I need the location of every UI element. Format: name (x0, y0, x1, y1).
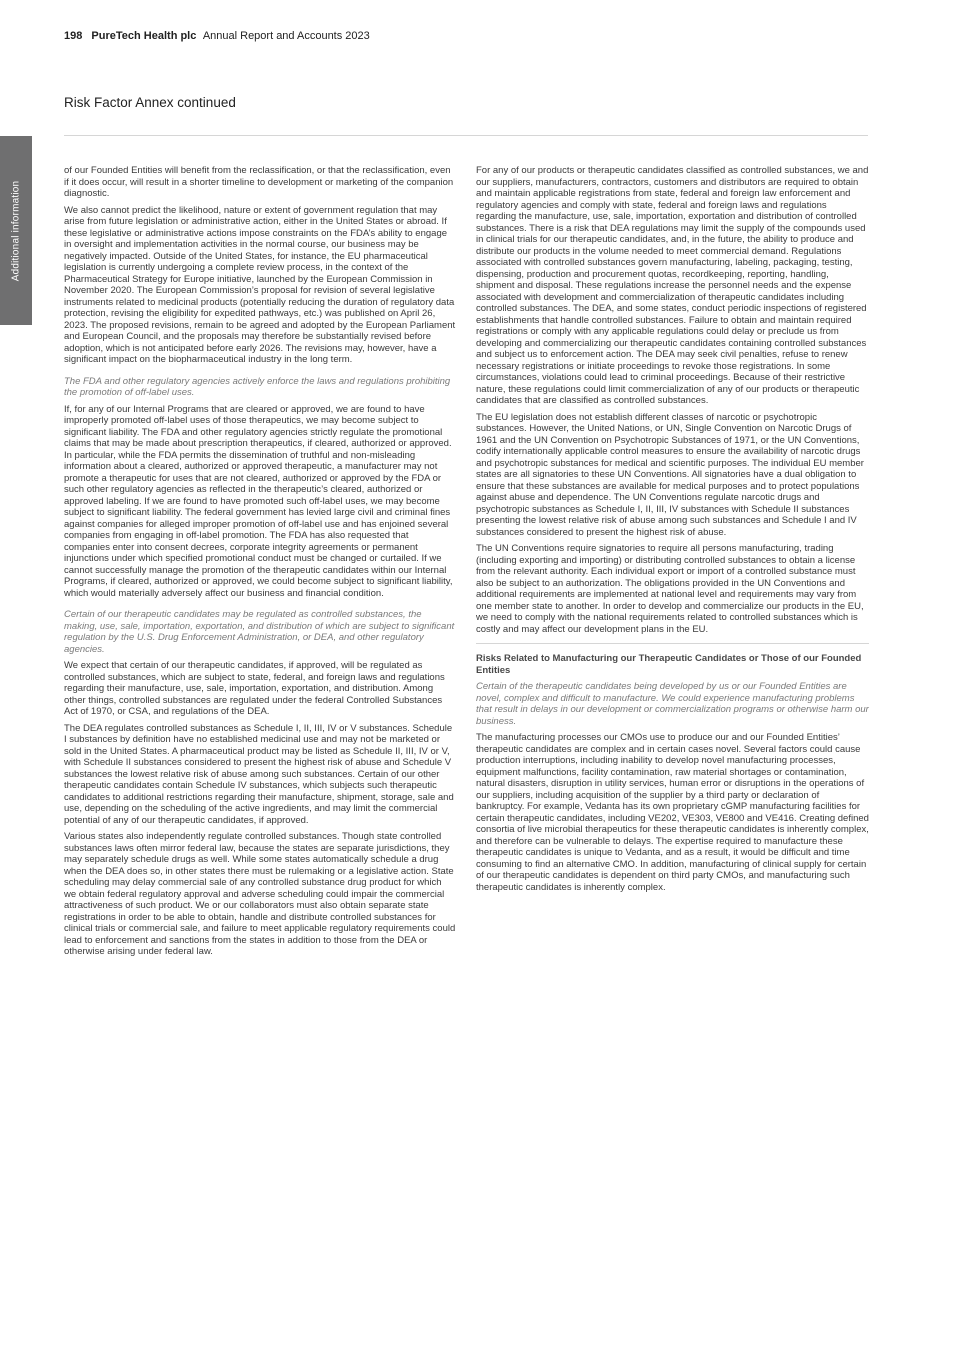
paragraph: For any of our products or therapeutic candidates classified as controlled substances, we and our suppliers, manufacturers, contractors, customers and distributors are required to obtain and maintain applicable registrations from state, federal and foreign law enforcement and regulatory agencies and comply with state, federal and foreign laws and regulations regarding the manufacture, use, sale, importation, exportation and distribution of controlled substances. There is a risk that DEA regulations may limit the supply of the compounds used in clinical trials for our therapeutic candidates, and, in the future, the ability to produce and distribute our products in the volume needed to meet commercial demand. Regulations associated with controlled substances govern manufacturing, labeling, packaging, testing, dispensing, production and procurement quotas, recordkeeping, reporting, handling, shipment and disposal. These regulations increase the personnel needs and the expense associated with development and commercialization of therapeutic candidates including controlled substances. The DEA, and some states, conduct periodic inspections of registered establishments that handle controlled substances. Failure to obtain and maintain required registrations or comply with any applicable regulations could delay or preclude us from developing and commercializing our therapeutic candidates containing controlled substances and subject us to enforcement action. The DEA may seek civil penalties, refuse to renew necessary registrations or initiate proceedings to revoke those registrations. In some circumstances, violations could lead to criminal proceedings. Because of their restrictive nature, these regulations could limit commercialization of any of our products or therapeutic candidates that are classified as controlled substances. (476, 165, 869, 406)
paragraph: If, for any of our Internal Programs that are cleared or approved, we are found to have improperly promoted off-label uses of those therapeutics, we may become subject to significant liability. The FDA and other regulatory agencies strictly regulate the promotional claims that may be made about prescription therapeutics, if cleared, authorized or approved. In particular, while the FDA permits the dissemination of truthful and non-misleading information about a cleared, authorized or approved therapeutic, a manufacturer may not promote a therapeutic for uses that are not cleared, authorized or approved by the FDA or such other regulatory agencies as reflected in the therapeutic’s cleared, authorized or approved labeling. If we are found to have promoted such off-label uses, we may become subject to significant liability. The federal government has levied large civil and criminal fines against companies for alleged improper promotion of off-label use and has enjoined several companies from engaging in off-label promotion. The FDA has also requested that companies enter into consent decrees, corporate integrity agreements or permanent injunctions under which specified promotional conduct must be changed or curtailed. If we cannot successfully manage the promotion of the therapeutic candidates within our Internal Programs, if cleared, authorized or approved, we could become subject to significant liability, which would materially adversely affect our business and financial condition. (64, 403, 453, 599)
header-divider (64, 135, 868, 136)
paragraph: We expect that certain of our therapeutic candidates, if approved, will be regulated as controlled substances, which are subject to state, federal, and foreign laws and regulations regarding their manufacture, use, sale, importation, exportation, and distribution. Among other things, controlled substances are regulated under the federal Controlled Substances Act of 1970, or CSA, and regulations of the DEA. (64, 660, 445, 717)
side-tab-label: Additional information (10, 180, 22, 281)
document-title: Annual Report and Accounts 2023 (202, 30, 370, 42)
side-tab (0, 136, 32, 325)
paragraph: of our Founded Entities will benefit from the reclassification, or that the reclassification, even if it does occur, will result in a shorter timeline to development or marketing of the companion diagnostic. (64, 165, 454, 199)
paragraph: The UN Conventions require signatories to require all persons manufacturing, trading (including exporting and importing) or distributing controlled substances to obtain a license from the relevant authority. Each individual export or import of a controlled substance must also be subject to an authorization. The obligations provided in the UN Conventions and additional requirements are implemented at national level and requirements may vary from one member state to another. In order to develop and commercialize our products in the EU, we need to comply with the national requirements related to controlled substances which is costly and may affect our development plans in the EU. (476, 543, 864, 635)
section-divider (476, 643, 869, 644)
page-header (64, 30, 370, 42)
left-column (64, 165, 456, 963)
paragraph: The EU legislation does not establish different classes of narcotic or psychotropic substances. However, the United Nations, or UN, Single Convention on Narcotic Drugs of 1961 and the UN Convention on Psychotropic Substances of 1971, or the UN Conventions, codify internationally applicable control measures to ensure the availability of narcotic drugs and psychotropic substances for medical and scientific purposes. The individual EU member states are all signatories to these UN Conventions. All signatories have a dual obligation to ensure that these substances are available for medical purposes and to protect populations against abuse and dependence. The UN Conventions regulate narcotic drugs and psychotropic substances as Schedule I, II, III, IV substances with Schedule II substances presenting the lowest relative risk of abuse among such substances and Schedule I and IV substances considered to present the highest risk of abuse. (476, 411, 864, 538)
section-heading: Risks Related to Manufacturing our Therapeutic Candidates or Those of our Founded Entities (476, 653, 862, 676)
paragraph: Various states also independently regulate controlled substances. Though state controlled substances laws often mirror federal law, because the states are separate jurisdictions, they may separately schedule drugs as well. While some states automatically schedule a drug when the DEA does so, in other states there must be rulemaking or a legislative action. State scheduling may delay commercial sale of any controlled substance drug product for which we obtain federal regulatory approval and adverse scheduling could impair the commercial attractiveness of such product. We or our collaborators must also obtain separate state registrations in order to be able to obtain, handle and distribute controlled substances for clinical trials or commercial sale, and failure to meet applicable regulatory requirements could lead to enforcement and sanctions from the states in addition to those from the DEA or otherwise arising under federal law. (64, 831, 456, 957)
paragraph: We also cannot predict the likelihood, nature or extent of government regulation that may arise from future legislation or administrative action, either in the United States or abroad. If these legislative or administrative actions impose constraints on the FDA’s ability to engage in oversight and implementation activities in the normal course, our business may be negatively impacted. Outside of the United States, for instance, the EU pharmaceutical legislation is currently undergoing a complete review process, in the context of the Pharmaceutical Strategy for Europe initiative, launched by the European Commission in November 2020. The European Commission’s proposal for revision of several legislative instruments related to medicinal products (potentially reducing the duration of regulatory data protection, revising the eligibility for expedited pathways, etc.) was published on April 26, 2023. The proposed revisions, remain to be agreed and adopted by the European Parliament and European Council, and the proposals may therefore be substantially revised before adoption, which is not anticipated before early 2026. The revisions may, however, have a significant impact on the biopharmaceutical industry in the long term. (64, 204, 456, 365)
section-title: Risk Factor Annex continued (64, 95, 236, 110)
page-number: 198 (64, 30, 83, 42)
company-name: PureTech Health plc (91, 30, 197, 42)
italic-subheading: Certain of the therapeutic candidates being developed by us or our Founded Entities are novel, complex and difficult to manufacture. We could experience manufacturing problems that result in delays in our development or commercialization programs or otherwise harm our business. (476, 681, 869, 727)
italic-subheading: The FDA and other regulatory agencies actively enforce the laws and regulations prohibiting the promotion of off-label uses. (64, 375, 451, 398)
right-column (476, 165, 869, 898)
italic-subheading: Certain of our therapeutic candidates may be regulated as controlled substances, the making, use, sale, importation, exportation, and distribution of which are subject to significant regulation by the U.S. Drug Enforcement Administration, or DEA, and other regulatory agencies. (64, 609, 455, 655)
paragraph: The manufacturing processes our CMOs use to produce our and our Founded Entities’ therapeutic candidates are complex and in certain cases novel. Several factors could cause production interruptions, including inability to develop novel manufacturing processes, equipment malfunctions, facility contamination, raw material shortages or contamination, natural disasters, disruption in utility services, human error or disruptions in the operations of our suppliers, including acquisition of the supplier by a third party or declaration of bankruptcy. For example, Vedanta has its own proprietary cGMP manufacturing facilities for certain therapeutic candidates, including VE202, VE303, VE800 and VE416. Creating defined consortia of live microbial therapeutics for these therapeutic candidates is inherently complex, and therefore can be vulnerable to delays. The expertise required to manufacture these therapeutic candidates is unique to Vedanta, and as a result, it would be difficult and time consuming to find an alternative CMO. In addition, manufacturing of clinical supply for certain of our therapeutic candidates is dependent on third party CMOs, and manufacturing such therapeutic candidates is inherently complex. (476, 732, 869, 893)
paragraph: The DEA regulates controlled substances as Schedule I, II, III, IV or V substances. Schedule I substances by definition have no established medicinal use and may not be marketed or sold in the United States. A pharmaceutical product may be listed as Schedule II, III, IV or V, with Schedule II substances considered to present the highest risk of abuse and Schedule V substances the lowest relative risk of abuse among such substances. Certain of our other therapeutic candidates contain Schedule IV substances, which subjects such therapeutic candidates to additional restrictions regarding their manufacture, shipment, storage, sale and use, depending on the scheduling of the active ingredients, and may limit the commercial potential of any of our therapeutic candidates, if approved. (64, 722, 454, 826)
